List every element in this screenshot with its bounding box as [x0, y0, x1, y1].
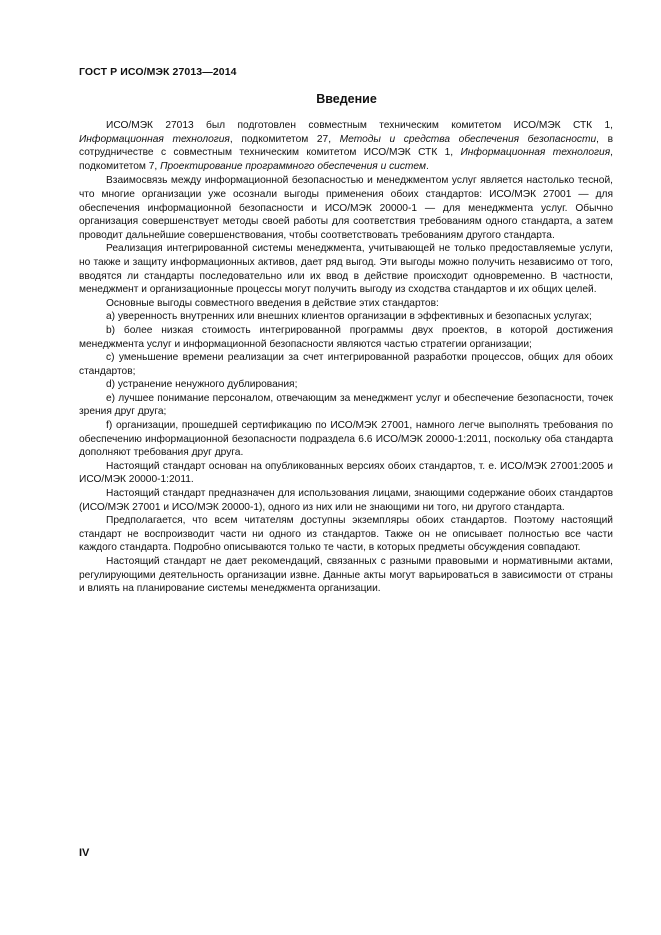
list-item-e: e) лучшее понимание персоналом, отвечающим за менеджмент услуг и обеспечение безопасности, точек зрения друг друга;	[79, 392, 613, 418]
body-text	[79, 119, 613, 596]
subcommittee-name-2: Проектирование программного обеспечения и систем	[160, 160, 426, 172]
paragraph-assumptions: Предполагается, что всем читателям доступны экземпляры обоих стандартов. Поэтому настоящий стандарт не воспроизводит части ни одного из стандартов. Также он не описывает полностью все части каждого стандарта. Подробно описываются только те части, в которых предметы обсуждения совпадают.	[79, 515, 613, 554]
intro-text-3: , в сотрудничестве с совместным техническим комитетом ИСО/МЭК СТК 1,	[79, 133, 613, 159]
committee-name-2: Информационная технология	[460, 147, 611, 159]
intro-text-1: ИСО/МЭК 27013 был подготовлен совместным техническим комитетом ИСО/МЭК СТК 1,	[106, 120, 613, 131]
list-item-f: f) организации, прошедшей сертификацию по ИСО/МЭК 27001, намного легче выполнять требования по обеспечению информационной безопасности подраздела 6.6 ИСО/МЭК 20000-1:2011, поскольку оба стандарта дополняют требования друг друга.	[79, 420, 613, 459]
paragraph-audience: Настоящий стандарт предназначен для использования лицами, знающими содержание обоих стандартов (ИСО/МЭК 27001 и ИСО/МЭК 20000-1), одного из них или не знающими ни того, ни другого стандарта.	[79, 488, 613, 513]
paragraph-basis: Настоящий стандарт основан на опубликованных версиях обоих стандартов, т. е. ИСО/МЭК 27001:2005 и ИСО/МЭК 20000-1:2011.	[79, 460, 613, 486]
intro-text-4: , подкомитетом 7,	[79, 147, 613, 172]
list-item-c: c) уменьшение времени реализации за счет интегрированной разработки процессов, общих для обоих стандартов;	[79, 352, 613, 377]
intro-text-5: .	[425, 160, 429, 172]
page-number: IV	[79, 847, 90, 859]
subcommittee-name-1: Методы и средства обеспечения безопасности	[339, 133, 597, 145]
list-item-a: a) уверенность внутренних или внешних клиентов организации в эффективных и безопасных услугах;	[106, 311, 592, 323]
paragraph-benefits-lead: Основные выгоды совместного введения в действие этих стандартов:	[106, 297, 439, 309]
paragraph-legal-scope: Настоящий стандарт не дает рекомендаций, связанных с разными правовыми и нормативными актами, регулирующими деятельность организации извне. Данные акты могут варьироваться в зависимости от страны и влиять на планирование системы менеджмента организации.	[79, 556, 613, 595]
list-item-b: b) более низкая стоимость интегрированной программы двух проектов, в которой достижения менеджмента услуг и информационной безопасности являются частью стратегии организации;	[79, 324, 613, 350]
paragraph-integration: Реализация интегрированной системы менеджмента, учитывающей не только предоставляемые услуги, но также и защиту информационных активов, дает ряд выгод. Эти выгоды можно получить независимо от того, вводятся ли стандарты последовательно или их ввод в действие происходит одновременно. В частности, менеджмент и организационные процессы могут получить выгоду из сходства стандартов и их общих целей.	[79, 243, 613, 296]
intro-text-2: , подкомитетом 27,	[229, 133, 340, 145]
committee-name-1: Информационная технология	[79, 133, 230, 145]
list-item-d: d) устранение ненужного дублирования;	[106, 379, 298, 391]
section-title: Введение	[316, 92, 377, 106]
intro-paragraph	[79, 119, 613, 173]
paragraph-relationship: Взаимосвязь между информационной безопасностью и менеджментом услуг является настолько тесной, что многие организации уже осознали выгоды применения обоих стандартов: ИСО/МЭК 27001 — для обеспечения информационной безопасности и ИСО/МЭК 20000-1 — для менеджмента услуг. Обычно организация совершенствует методы своей работы для соответствия требованиям одного стандарта, а затем проводит дальнейшие совершенствования, чтобы соответствовать требованиям другого стандарта.	[79, 175, 613, 241]
standard-code-header: ГОСТ Р ИСО/МЭК 27013—2014	[79, 66, 237, 78]
